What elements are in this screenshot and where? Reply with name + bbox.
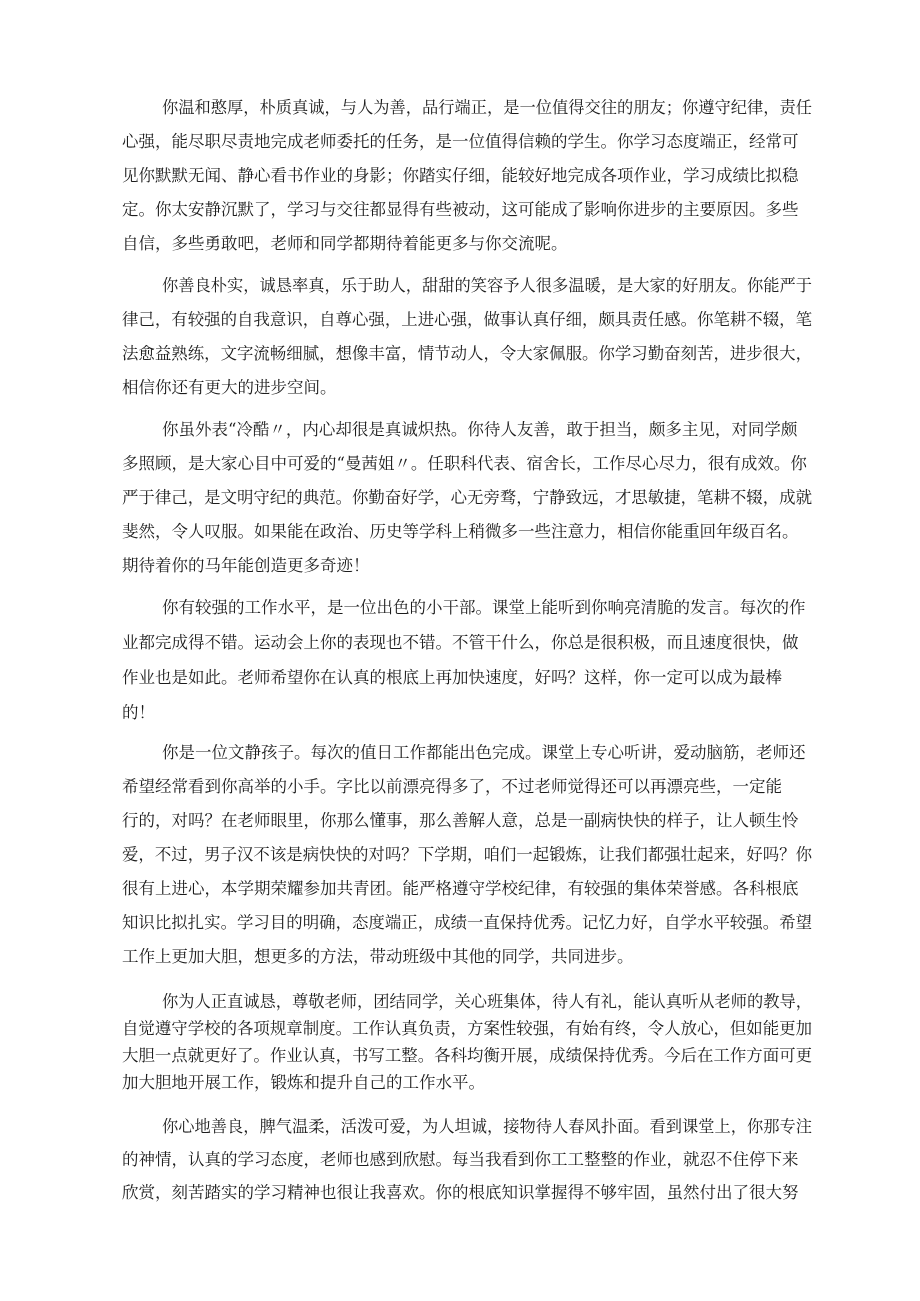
text-line: 心强，能尽职尽责地完成老师委托的任务，是一位值得信赖的学生。你学习态度端正，经常可 [122,132,799,151]
text-line: 相信你还有更大的进步空间。 [122,378,337,397]
text-line: 知识比拟扎实。学习目的明确，态度端正，成绩一直保持优秀。记忆力好，自学水平较强。希望 [122,913,813,932]
text-line: 业都完成得不错。运动会上你的表现也不错。不管干什么，你总是很积极，而且速度很快，做 [122,633,799,652]
text-line: 加大胆地开展工作，锻炼和提升自己的工作水平。 [122,1073,485,1092]
text-line: 多照顾，是大家心目中可爱的“曼茜姐〃。任职科代表、宿舍长，工作尽心尽力，很有成效。你 [122,454,807,473]
text-line: 工作上更加大胆，想更多的方法，带动班级中其他的同学，共同进步。 [122,947,634,966]
text-line: 的！ [122,703,155,722]
text-line: 爱，不过，男子汉不该是病快快的对吗？下学期，咱们一起锻炼，让我们都强壮起来，好吗？你 [122,845,813,864]
text-line: 自信，多些勇敢吧，老师和同学都期待着能更多与你交流呢。 [122,234,568,253]
text-line: 你温和憨厚，朴质真诚，与人为善，品行端正，是一位值得交往的朋友；你遵守纪律，责任 [162,98,812,117]
text-line: 期待着你的马年能创造更多奇迹！ [122,556,370,575]
text-line: 很有上进心，本学期荣耀参加共青团。能严格遵守学校纪律，有较强的集体荣誉感。各科根底 [122,879,799,898]
text-line: 你是一位文静孩子。每次的值日工作都能出色完成。课堂上专心听讲，爱动脑筋，老师还 [162,743,806,762]
text-line: 你有较强的工作水平，是一位出色的小干部。课堂上能听到你响亮清脆的发言。每次的作 [162,598,806,617]
text-line: 希望经常看到你高举的小手。字比以前漂亮得多了，不过老师觉得还可以再漂亮些，一定能 [122,777,782,796]
text-line: 见你默默无闻、静心看书作业的身影；你踏实仔细，能较好地完成各项作业，学习成绩比拟稳 [122,166,799,185]
text-line: 的神情，认真的学习态度，老师也感到欣慰。每当我看到你工工整整的作业，就忍不住停下来 [122,1150,799,1169]
text-line: 作业也是如此。老师希望你在认真的根底上再加快速度，好吗？这样，你一定可以成为最棒 [122,668,782,687]
text-line: 律己，有较强的自我意识，自尊心强，上进心强，做事认真仔细，颇具责任感。你笔耕不辍，笔 [122,310,813,329]
text-line: 你为人正直诚恳，尊敬老师，团结同学，关心班集体，待人有礼，能认真听从老师的教导， [162,992,812,1011]
text-line: 行的，对吗？在老师眼里，你那么懂事，那么善解人意，总是一副病快快的样子，让人顿生怜 [122,811,799,830]
text-line: 严于律己，是文明守纪的典范。你勤奋好学，心无旁骛，宁静致远，才思敏捷，笔耕不辍，成就 [122,488,813,507]
text-line: 法愈益熟练，文字流畅细腻，想像丰富，情节动人，令大家佩服。你学习勤奋刻苦，进步很大， [122,344,813,363]
text-line: 你善良朴实，诚恳率真，乐于助人，甜甜的笑容予人很多温暖，是大家的好朋友。你能严于 [162,276,812,295]
text-line: 定。你太安静沉默了，学习与交往都显得有些被动，这可能成了影响你进步的主要原因。多些 [122,200,799,219]
text-line: 斐然，令人叹服。如果能在政治、历史等学科上稍微多一些注意力，相信你能重回年级百名。 [122,522,799,541]
text-line: 你虽外表“冷酷〃，内心却很是真诚炽热。你待人友善，敢于担当，颇多主见，对同学颇 [162,420,798,439]
text-line: 自觉遵守学校的各项规章制度。工作认真负责，方案性较强，有始有终，令人放心，但如能更加 [122,1019,813,1038]
text-line: 大胆一点就更好了。作业认真，书写工整。各科均衡开展，成绩保持优秀。今后在工作方面可更 [122,1046,813,1065]
text-line: 你心地善良，脾气温柔，活泼可爱，为人坦诚，接物待人春风扑面。看到课堂上，你那专注 [162,1117,812,1136]
text-line: 欣赏，刻苦踏实的学习精神也很让我喜欢。你的根底知识掌握得不够牢固，虽然付出了很大努 [122,1183,799,1202]
